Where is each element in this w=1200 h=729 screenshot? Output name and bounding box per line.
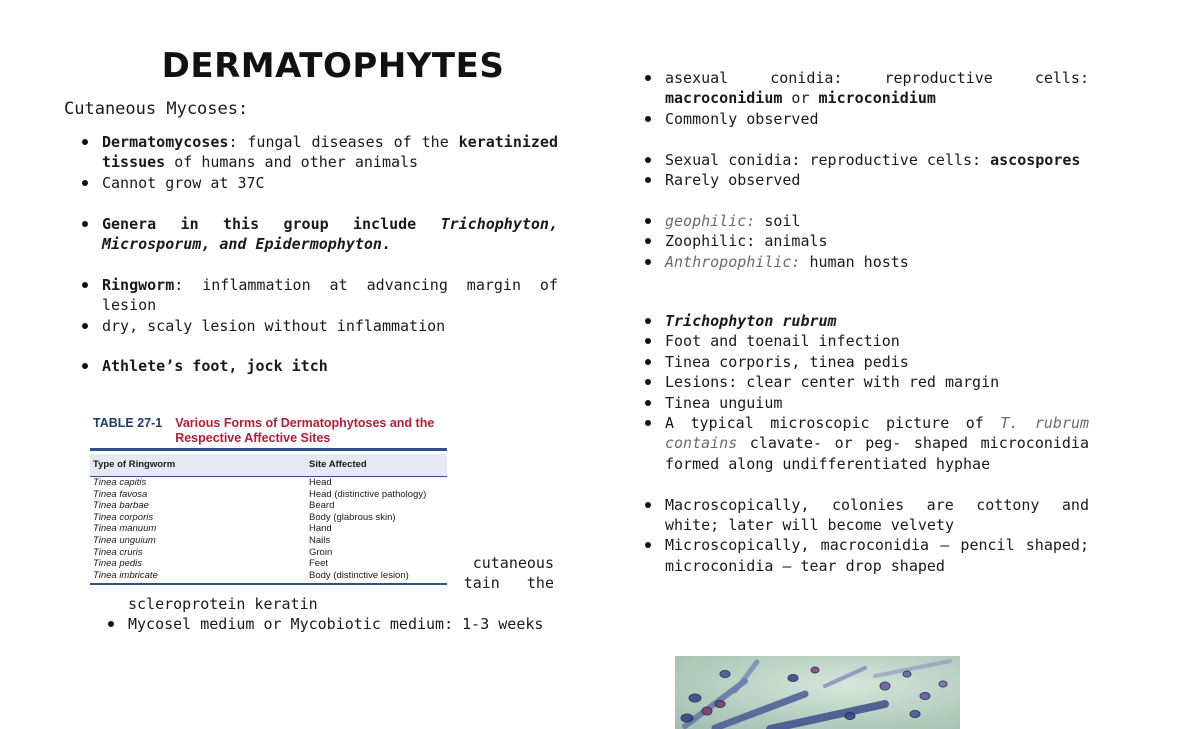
table-header-site: Site Affected — [309, 459, 367, 470]
section-subtitle: Cutaneous Mycoses: — [64, 99, 249, 119]
list-item-tinea-unguium: Tinea unguium — [645, 393, 1089, 413]
page-title: DERMATOPHYTES — [161, 46, 505, 86]
table-header — [90, 454, 447, 476]
list-item-asexual: asexual conidia: reproductive cells: macroconidium or microconidium — [645, 68, 1089, 109]
table-row: Tinea imbricate Body (distinctive lesion) — [93, 569, 409, 581]
list-item-mycosel: Mycosel medium or Mycobiotic medium: 1-3 weeks — [108, 614, 554, 634]
table-row: Tinea corporis Body (glabrous skin) — [93, 511, 396, 523]
table-number: TABLE 27-1 — [93, 416, 163, 430]
ringworm-table — [90, 412, 450, 588]
partial-line-2: tain the — [463, 574, 554, 593]
table-row: Tinea cruris Groin — [93, 546, 333, 558]
table-row: Tinea favosa Head (distinctive pathology) — [93, 488, 427, 500]
micrograph-drawing — [675, 656, 960, 729]
list-item-microscopically: Microscopically, macroconidia – pencil shaped; microconidia – tear drop shaped — [645, 535, 1089, 576]
list-item-tinea-corporis: Tinea corporis, tinea pedis — [645, 352, 1089, 372]
table-row: Tinea manuum Hand — [93, 523, 332, 535]
list-item-athletes-foot: Athlete’s foot, jock itch — [82, 356, 558, 376]
list-item-dermatomycoses: Dermatomycoses: fungal diseases of the keratinized tissues of humans and other animals — [82, 132, 558, 173]
list-item-dry-scaly: dry, scaly lesion without inflammation — [82, 316, 558, 336]
micrograph-image — [675, 656, 960, 729]
table-body — [90, 477, 447, 581]
list-item-t-rubrum: Trichophyton rubrum — [645, 311, 1089, 331]
list-item-macroscopically: Macroscopically, colonies are cottony and white; later will become velvety — [645, 495, 1089, 536]
partial-line-1: cutaneous — [472, 554, 554, 572]
list-item-lesions: Lesions: clear center with red margin — [645, 372, 1089, 392]
list-item-ringworm: Ringworm: inflammation at advancing margin of lesion — [82, 275, 558, 316]
table-row: Tinea unguium Nails — [93, 534, 331, 546]
right-column — [645, 68, 1089, 576]
list-item-cannot-grow: Cannot grow at 37C — [82, 173, 558, 193]
list-item-genera: Genera in this group include Trichophyton, Microsporum, and Epidermophyton. — [82, 214, 558, 255]
table-bottom-rule — [90, 583, 447, 585]
list-item-geophilic: geophilic: soil — [645, 211, 1089, 231]
list-item-zoophilic: Zoophilic: animals — [645, 231, 1089, 251]
table-header-type: Type of Ringworm — [93, 459, 176, 470]
scleroprotein-line: scleroprotein keratin — [128, 594, 318, 613]
list-item-commonly: Commonly observed — [645, 109, 1089, 129]
left-column — [82, 132, 558, 377]
table-row: Tinea capitis Head — [93, 477, 332, 488]
list-item-foot-toenail: Foot and toenail infection — [645, 331, 1089, 351]
list-item-rarely: Rarely observed — [645, 170, 1089, 190]
table-caption — [93, 416, 445, 446]
table-title: Various Forms of Dermatophytoses and the Respective Affective Sites — [175, 416, 435, 445]
list-item-typical-picture: A typical microscopic picture of T. rubrum contains clavate- or peg- shaped microconidia formed along undifferentiated hyphae — [645, 413, 1089, 474]
table-top-rule — [90, 448, 447, 451]
list-item-sexual: Sexual conidia: reproductive cells: ascospores — [645, 150, 1089, 170]
list-item-anthropophilic: Anthropophilic: human hosts — [645, 252, 1089, 272]
table-row: Tinea pedis Feet — [93, 558, 329, 570]
table-row: Tinea barbae Beard — [93, 500, 335, 512]
